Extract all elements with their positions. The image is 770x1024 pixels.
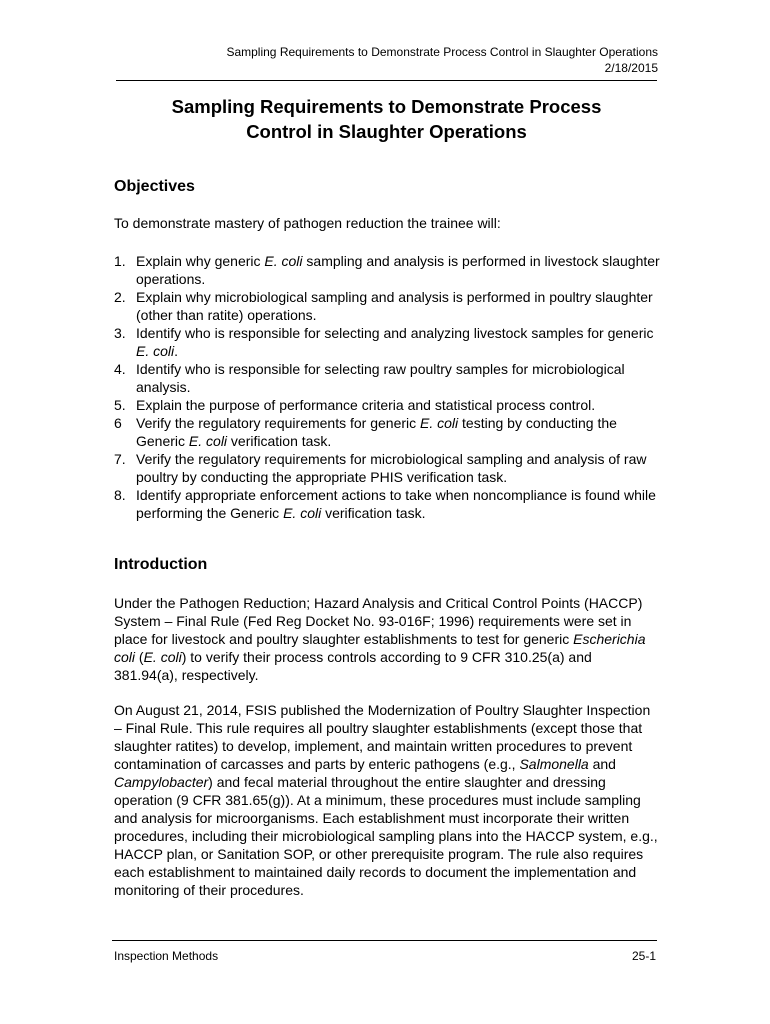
objective-item	[114, 360, 662, 396]
running-header	[226, 44, 658, 76]
objective-number: 2.	[114, 289, 126, 305]
objective-number: 3.	[114, 325, 126, 341]
objective-text: Verify the regulatory requirements for microbiological sampling and analysis of raw poultry by conducting the appropriate PHIS verification task.	[136, 451, 647, 485]
objectives-heading: Objectives	[114, 178, 195, 195]
objective-number: 6	[114, 415, 122, 431]
objective-text: Explain the purpose of performance criteria and statistical process control.	[136, 397, 596, 413]
running-title: Sampling Requirements to Demonstrate Process Control in Slaughter Operations	[226, 45, 658, 59]
header-date: 2/18/2015	[604, 61, 658, 75]
objective-text: Identify appropriate enforcement actions to take when noncompliance is found while performing the Generic E. coli verification task.	[136, 487, 656, 521]
objective-text: Identify who is responsible for selecting and analyzing livestock samples for generic E. coli.	[136, 325, 654, 359]
page-title-line-2: Control in Slaughter Operations	[246, 121, 527, 142]
objective-item	[114, 450, 662, 486]
page-number: 25-1	[631, 949, 656, 963]
introduction-paragraph-1: Under the Pathogen Reduction; Hazard Analysis and Critical Control Points (HACCP) System – Final Rule (Fed Reg Docket No. 93-016F; 1996) requirements were set in place for livestock and poultry slaughter establishments to test for generic Escherichia coli (E. coli) to verify their process controls according to 9 CFR 310.25(a) and 381.94(a), respectively.	[114, 595, 646, 683]
objective-text: Verify the regulatory requirements for generic E. coli testing by conducting the Generic E. coli verification task.	[136, 415, 617, 449]
objective-item	[114, 396, 662, 414]
objective-item	[114, 288, 662, 324]
footer-divider	[112, 940, 657, 941]
objective-text: Identify who is responsible for selecting raw poultry samples for microbiological analysis.	[136, 361, 625, 395]
objectives-intro: To demonstrate mastery of pathogen reduction the trainee will:	[114, 215, 501, 231]
objective-number: 4.	[114, 361, 126, 377]
objective-item	[114, 414, 662, 450]
introduction-paragraph-2: On August 21, 2014, FSIS published the Modernization of Poultry Slaughter Inspection – Final Rule. This rule requires all poultry slaughter establishments (except those that slaughter ratites) to develop, implement, and maintain written procedures to prevent contamination of carcasses and parts by enteric pathogens (e.g., Salmonella and Campylobacter) and fecal material throughout the entire slaughter and dressing operation (9 CFR 381.65(g)). At a minimum, these procedures must include sampling and analysis for microorganisms. Each establishment must incorporate their written procedures, including their microbiological sampling plans into the HACCP system, e.g., HACCP plan, or Sanitation SOP, or other prerequisite program. The rule also requires each establishment to maintained daily records to document the implementation and monitoring of their procedures.	[114, 702, 658, 898]
introduction-heading: Introduction	[114, 556, 208, 573]
objective-number: 1.	[114, 253, 126, 269]
objective-number: 8.	[114, 487, 126, 503]
objective-text: Explain why generic E. coli sampling and analysis is performed in livestock slaughter operations.	[136, 253, 660, 287]
objective-item	[114, 324, 662, 360]
objective-text: Explain why microbiological sampling and analysis is performed in poultry slaughter (other than ratite) operations.	[136, 289, 653, 323]
objective-item	[114, 252, 662, 288]
objective-number: 7.	[114, 451, 126, 467]
footer-section-name: Inspection Methods	[114, 949, 219, 963]
page-title-line-1: Sampling Requirements to Demonstrate Process	[171, 96, 602, 117]
header-divider	[116, 80, 657, 81]
objectives-list	[114, 252, 662, 522]
objective-number: 5.	[114, 397, 126, 413]
objective-item	[114, 486, 662, 522]
page-title	[116, 94, 657, 144]
